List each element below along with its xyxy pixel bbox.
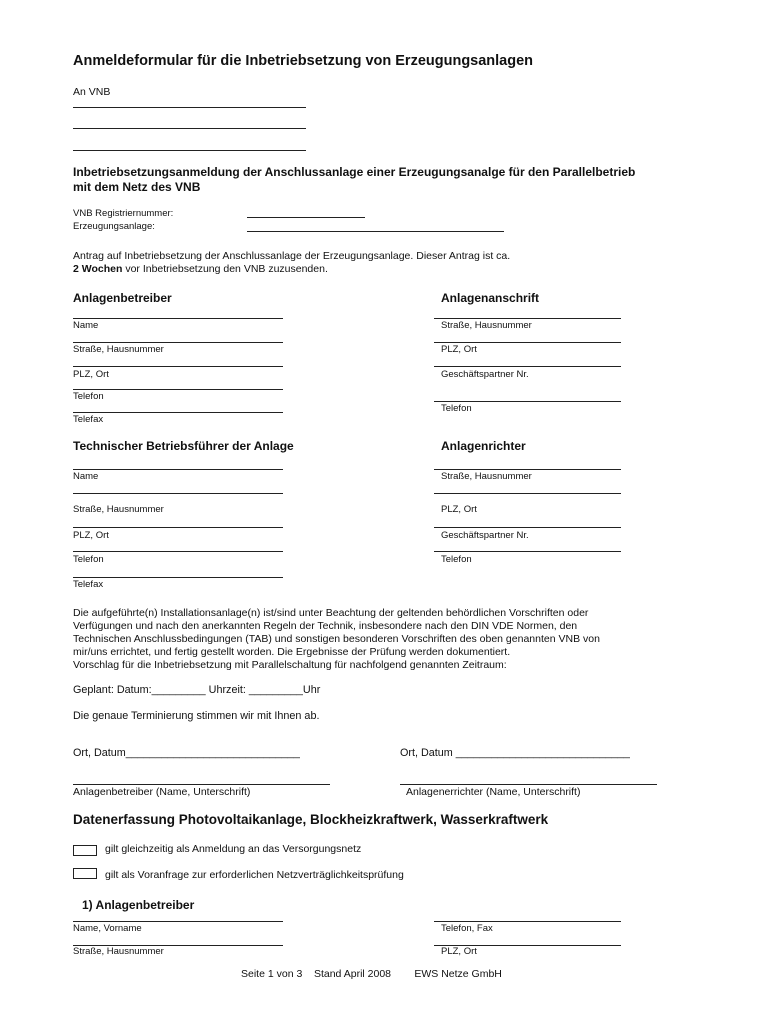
declaration-line-1: Die aufgeführte(n) Installationsanlage(n) ist/sind unter Beachtung der geltenden behördlichen Vorschriften oder [73, 607, 589, 619]
intro-line2 [73, 263, 328, 275]
section-1-heading: 1) Anlagenbetreiber [82, 898, 195, 912]
intro-rest: vor Inbetriebsetzung den VNB zuzusenden. [122, 263, 328, 275]
s1-street-label: Straße, Hausnummer [73, 946, 164, 957]
s1-phone-field[interactable] [434, 921, 621, 922]
tech-city-field[interactable] [73, 527, 283, 528]
s1-city-label: PLZ, Ort [441, 946, 477, 957]
operator-name-label: Name [73, 320, 99, 331]
installer-city-field[interactable] [434, 493, 621, 494]
tech-name-label: Name [73, 471, 99, 482]
tech-name-field[interactable] [73, 469, 283, 470]
form-subtitle-line2: mit dem Netz des VNB [73, 180, 201, 194]
tech-city-label: PLZ, Ort [73, 530, 109, 541]
intro-line1: Antrag auf Inbetriebsetzung der Anschlussanlage der Erzeugungsanlage. Dieser Antrag ist ca. [73, 250, 511, 262]
scheduling-note: Die genaue Terminierung stimmen wir mit Ihnen ab. [73, 710, 320, 722]
address-phone-field[interactable] [434, 401, 621, 402]
operator-fax-field[interactable] [73, 412, 283, 413]
installer-phone-label: Telefon [441, 554, 472, 565]
operator-phone-label: Telefon [73, 391, 104, 402]
installer-phone-field[interactable] [434, 551, 621, 552]
installer-city-label: PLZ, Ort [441, 504, 477, 515]
registration-checkbox-label: gilt gleichzeitig als Anmeldung an das Versorgungsnetz [105, 843, 362, 855]
address-city-label: PLZ, Ort [441, 344, 477, 355]
tech-phone-field[interactable] [73, 551, 283, 552]
operator-phone-field[interactable] [73, 389, 283, 390]
operator-street-field[interactable] [73, 342, 283, 343]
address-phone-label: Telefon [441, 403, 472, 414]
recipient-line-3[interactable] [73, 150, 306, 151]
tech-fax-label: Telefax [73, 579, 104, 590]
installer-partner-field[interactable] [434, 527, 621, 528]
operator-street-label: Straße, Hausnummer [73, 344, 164, 355]
address-street-field[interactable] [434, 318, 621, 319]
form-subtitle-line1: Inbetriebsetzungsanmeldung der Anschlussanlage einer Erzeugungsanalge für den Parallelbetrieb [73, 165, 636, 179]
installer-street-label: Straße, Hausnummer [441, 471, 532, 482]
address-city-field[interactable] [434, 342, 621, 343]
signature-label-left: Anlagenbetreiber (Name, Unterschrift) [73, 786, 251, 798]
pre-inquiry-checkbox-label: gilt als Voranfrage zur erforderlichen Netzverträglichkeitsprüfung [105, 869, 404, 881]
tech-street-field[interactable] [73, 493, 283, 494]
declaration-line-2: Verfügungen und nach den anerkannten Regeln der Technik, insbesondere nach den DIN VDE Normen, den [73, 620, 578, 632]
declaration-line-4: mir/uns errichtet, und fertig gestellt worden. Die Ergebnisse der Prüfung werden dokumentiert. [73, 646, 511, 658]
operator-city-label: PLZ, Ort [73, 369, 109, 380]
signature-line-right[interactable] [400, 784, 657, 785]
planned-date-time[interactable]: Geplant: Datum:_________ Uhrzeit: _________Uhr [73, 684, 321, 696]
operator-heading: Anlagenbetreiber [73, 291, 172, 305]
address-partner-field[interactable] [434, 366, 621, 367]
registry-field[interactable] [247, 217, 365, 218]
plant-label: Erzeugungsanlage: [73, 221, 155, 232]
place-date-left[interactable]: Ort, Datum_____________________________ [73, 747, 300, 759]
data-section-heading: Datenerfassung Photovoltaikanlage, Blockheizkraftwerk, Wasserkraftwerk [73, 812, 549, 827]
address-street-label: Straße, Hausnummer [441, 320, 532, 331]
s1-phone-label: Telefon, Fax [441, 923, 493, 934]
signature-line-left[interactable] [73, 784, 330, 785]
declaration-line-5: Vorschlag für die Inbetriebsetzung mit Parallelschaltung für nachfolgend genannten Zeitraum: [73, 659, 507, 671]
tech-fax-field[interactable] [73, 577, 283, 578]
operator-city-field[interactable] [73, 366, 283, 367]
installer-street-field[interactable] [434, 469, 621, 470]
s1-name-label: Name, Vorname [73, 923, 142, 934]
intro-bold: 2 Wochen [73, 263, 123, 275]
installer-partner-label: Geschäftspartner Nr. [441, 530, 529, 541]
recipient-line-1[interactable] [73, 107, 306, 108]
recipient-label: An VNB [73, 86, 111, 98]
s1-name-field[interactable] [73, 921, 283, 922]
plant-field[interactable] [247, 231, 504, 232]
tech-manager-heading: Technischer Betriebsführer der Anlage [73, 439, 294, 453]
operator-name-field[interactable] [73, 318, 283, 319]
address-heading: Anlagenanschrift [441, 291, 540, 305]
page-title: Anmeldeformular für die Inbetriebsetzung von Erzeugungsanlagen [73, 53, 534, 69]
place-date-right[interactable]: Ort, Datum _____________________________ [400, 747, 630, 759]
tech-street-label: Straße, Hausnummer [73, 504, 164, 515]
tech-phone-label: Telefon [73, 554, 104, 565]
pre-inquiry-checkbox[interactable] [73, 868, 97, 879]
installer-heading: Anlagenrichter [441, 439, 526, 453]
declaration-line-3: Technischen Anschlussbedingungen (TAB) und sonstigen besonderen Vorschriften des oben genannten VNB von [73, 633, 600, 645]
recipient-line-2[interactable] [73, 128, 306, 129]
registration-checkbox[interactable] [73, 845, 97, 856]
page-footer: Seite 1 von 3 Stand April 2008 EWS Netze GmbH [241, 968, 502, 980]
registry-label: VNB Registriernummer: [73, 208, 174, 219]
address-partner-label: Geschäftspartner Nr. [441, 369, 529, 380]
signature-label-right: Anlagenerrichter (Name, Unterschrift) [406, 786, 581, 798]
operator-fax-label: Telefax [73, 414, 104, 425]
